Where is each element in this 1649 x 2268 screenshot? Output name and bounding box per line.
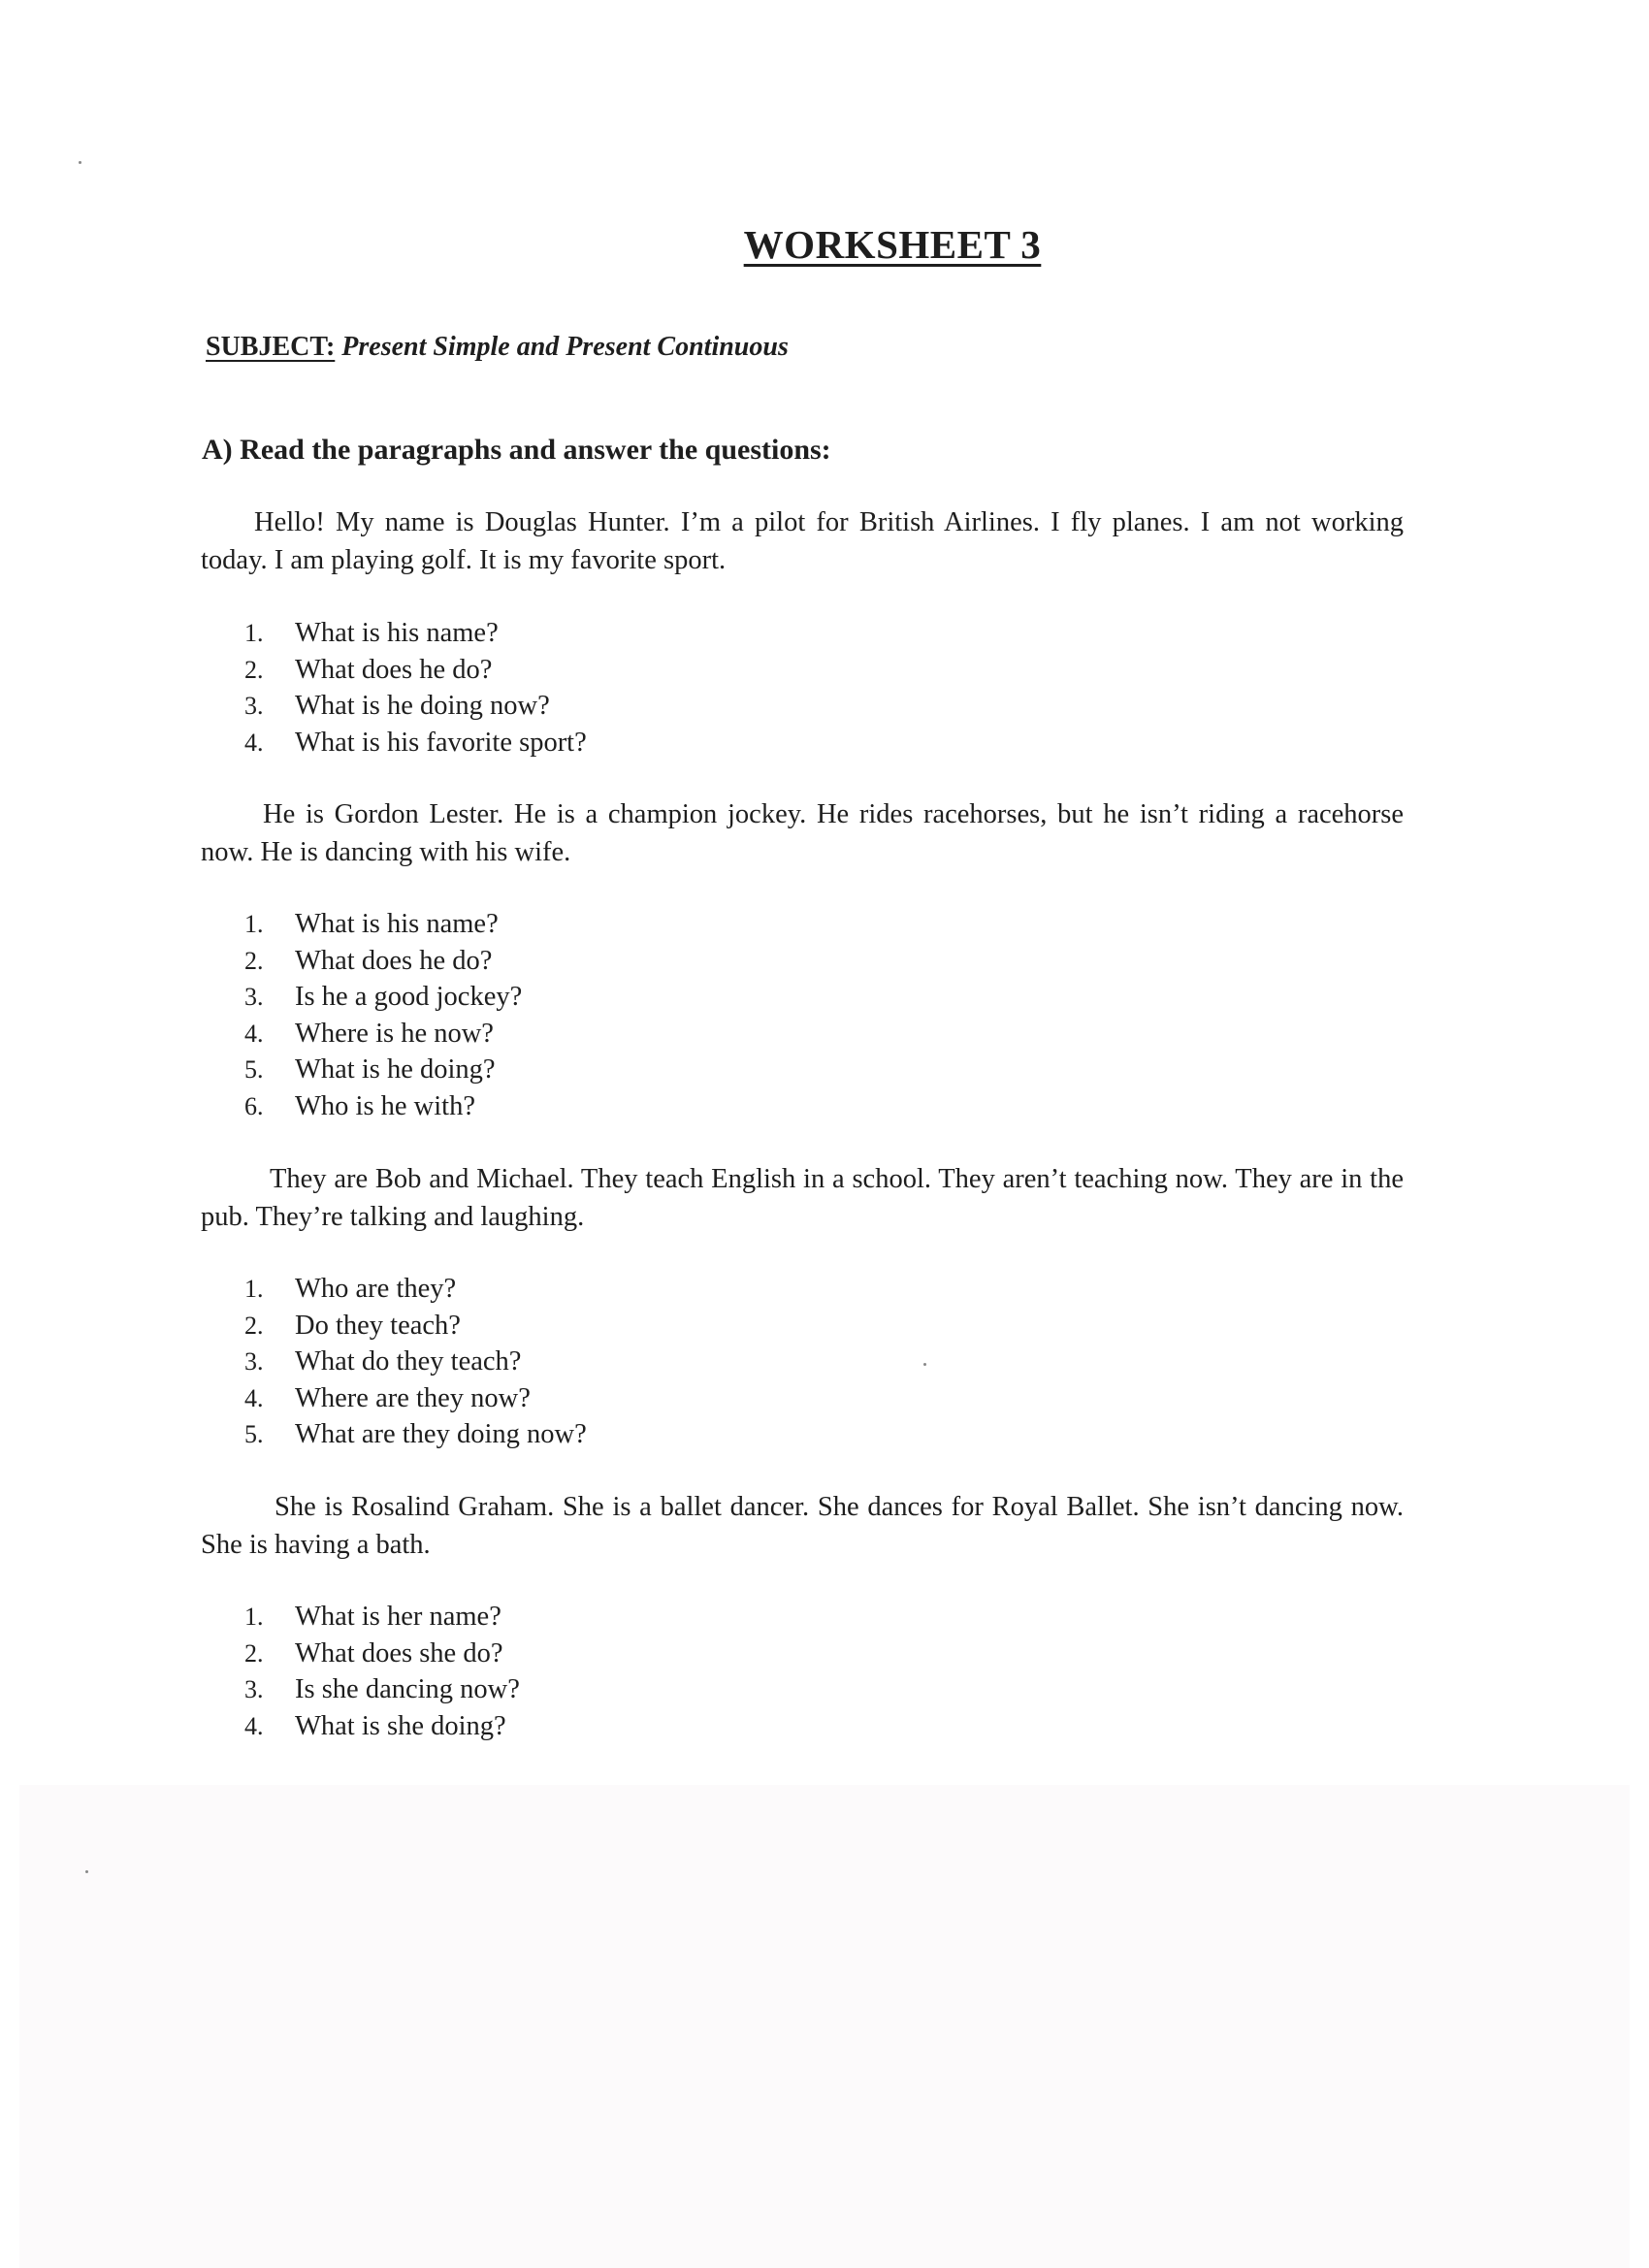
question-item <box>244 652 587 689</box>
subject-label: SUBJECT: <box>206 332 336 362</box>
question-item <box>244 1052 522 1088</box>
question-text: Do they teach? <box>295 1310 461 1341</box>
question-number: 4. <box>244 1711 264 1740</box>
question-list-rosalind <box>244 1599 520 1744</box>
question-text: What is he doing now? <box>295 691 550 721</box>
question-item <box>244 1416 587 1453</box>
question-item <box>244 725 587 761</box>
question-item <box>244 615 587 652</box>
question-item <box>244 1599 520 1636</box>
paragraph-bob-michael: They are Bob and Michael. They teach English in a school. They aren’t teaching now. They are in the pub. They’re talking and laughing. <box>201 1164 1404 1232</box>
question-item <box>244 688 587 725</box>
question-number: 6. <box>244 1091 264 1120</box>
question-number: 4. <box>244 728 264 757</box>
question-list-bob-michael <box>244 1271 587 1453</box>
question-text: What is he doing? <box>295 1054 496 1085</box>
question-text: What is his favorite sport? <box>295 727 587 758</box>
question-number: 3. <box>244 983 264 1011</box>
question-item <box>244 1671 520 1708</box>
question-number: 4. <box>244 1383 264 1412</box>
paragraph-gordon: He is Gordon Lester. He is a champion jockey. He rides racehorses, but he isn’t riding a racehorse now. He is dancing with his wife. <box>201 799 1404 867</box>
question-text: Who is he with? <box>295 1090 476 1121</box>
question-item <box>244 906 522 943</box>
question-item <box>244 1308 587 1345</box>
paragraph-douglas: Hello! My name is Douglas Hunter. I’m a pilot for British Airlines. I fly planes. I am not working today. I am playing golf. It is my favorite sport. <box>201 507 1404 575</box>
question-list-gordon <box>244 906 522 1124</box>
question-text: What does he do? <box>295 945 493 976</box>
question-number: 3. <box>244 1675 264 1703</box>
question-text: Who are they? <box>295 1274 457 1304</box>
question-text: What are they doing now? <box>295 1419 587 1449</box>
scan-shading <box>19 1785 1630 2268</box>
question-number: 5. <box>244 1055 264 1084</box>
question-item <box>244 1344 587 1380</box>
question-item <box>244 1016 522 1053</box>
question-text: What is she doing? <box>295 1710 506 1741</box>
question-number: 2. <box>244 655 264 684</box>
question-number: 1. <box>244 619 264 647</box>
question-item <box>244 1380 587 1417</box>
question-number: 1. <box>244 1275 264 1303</box>
scan-speck <box>85 1870 88 1873</box>
paragraph-rosalind: She is Rosalind Graham. She is a ballet dancer. She dances for Royal Ballet. She isn’t dancing now. She is having a bath. <box>201 1492 1404 1560</box>
question-text: What is her name? <box>295 1602 501 1632</box>
question-text: Is she dancing now? <box>295 1674 520 1704</box>
question-number: 3. <box>244 692 264 720</box>
question-text: Where are they now? <box>295 1382 531 1413</box>
question-number: 5. <box>244 1420 264 1448</box>
worksheet-title: WORKSHEET 3 <box>743 222 1042 267</box>
scan-speck <box>923 1363 926 1366</box>
scan-speck <box>79 161 81 164</box>
question-item <box>244 1636 520 1672</box>
instruction-heading: A) Read the paragraphs and answer the questions: <box>202 434 831 466</box>
question-number: 2. <box>244 1638 264 1668</box>
question-text: Where is he now? <box>295 1018 494 1049</box>
question-text: Is he a good jockey? <box>295 982 523 1012</box>
question-text: What is his name? <box>295 618 499 648</box>
question-item <box>244 1088 522 1125</box>
question-number: 3. <box>244 1347 264 1376</box>
question-list-douglas <box>244 615 587 761</box>
question-number: 1. <box>244 1603 264 1631</box>
question-text: What does he do? <box>295 654 493 685</box>
question-number: 2. <box>244 946 264 975</box>
question-item <box>244 1708 520 1745</box>
question-item <box>244 1271 587 1308</box>
question-text: What do they teach? <box>295 1346 522 1377</box>
question-text: What is his name? <box>295 909 499 939</box>
question-item <box>244 943 522 980</box>
subject-line <box>206 332 789 363</box>
subject-value: Present Simple and Present Continuous <box>341 332 789 362</box>
question-number: 4. <box>244 1019 264 1048</box>
question-number: 2. <box>244 1311 264 1340</box>
question-text: What does she do? <box>295 1637 503 1669</box>
question-item <box>244 979 522 1016</box>
question-number: 1. <box>244 910 264 938</box>
